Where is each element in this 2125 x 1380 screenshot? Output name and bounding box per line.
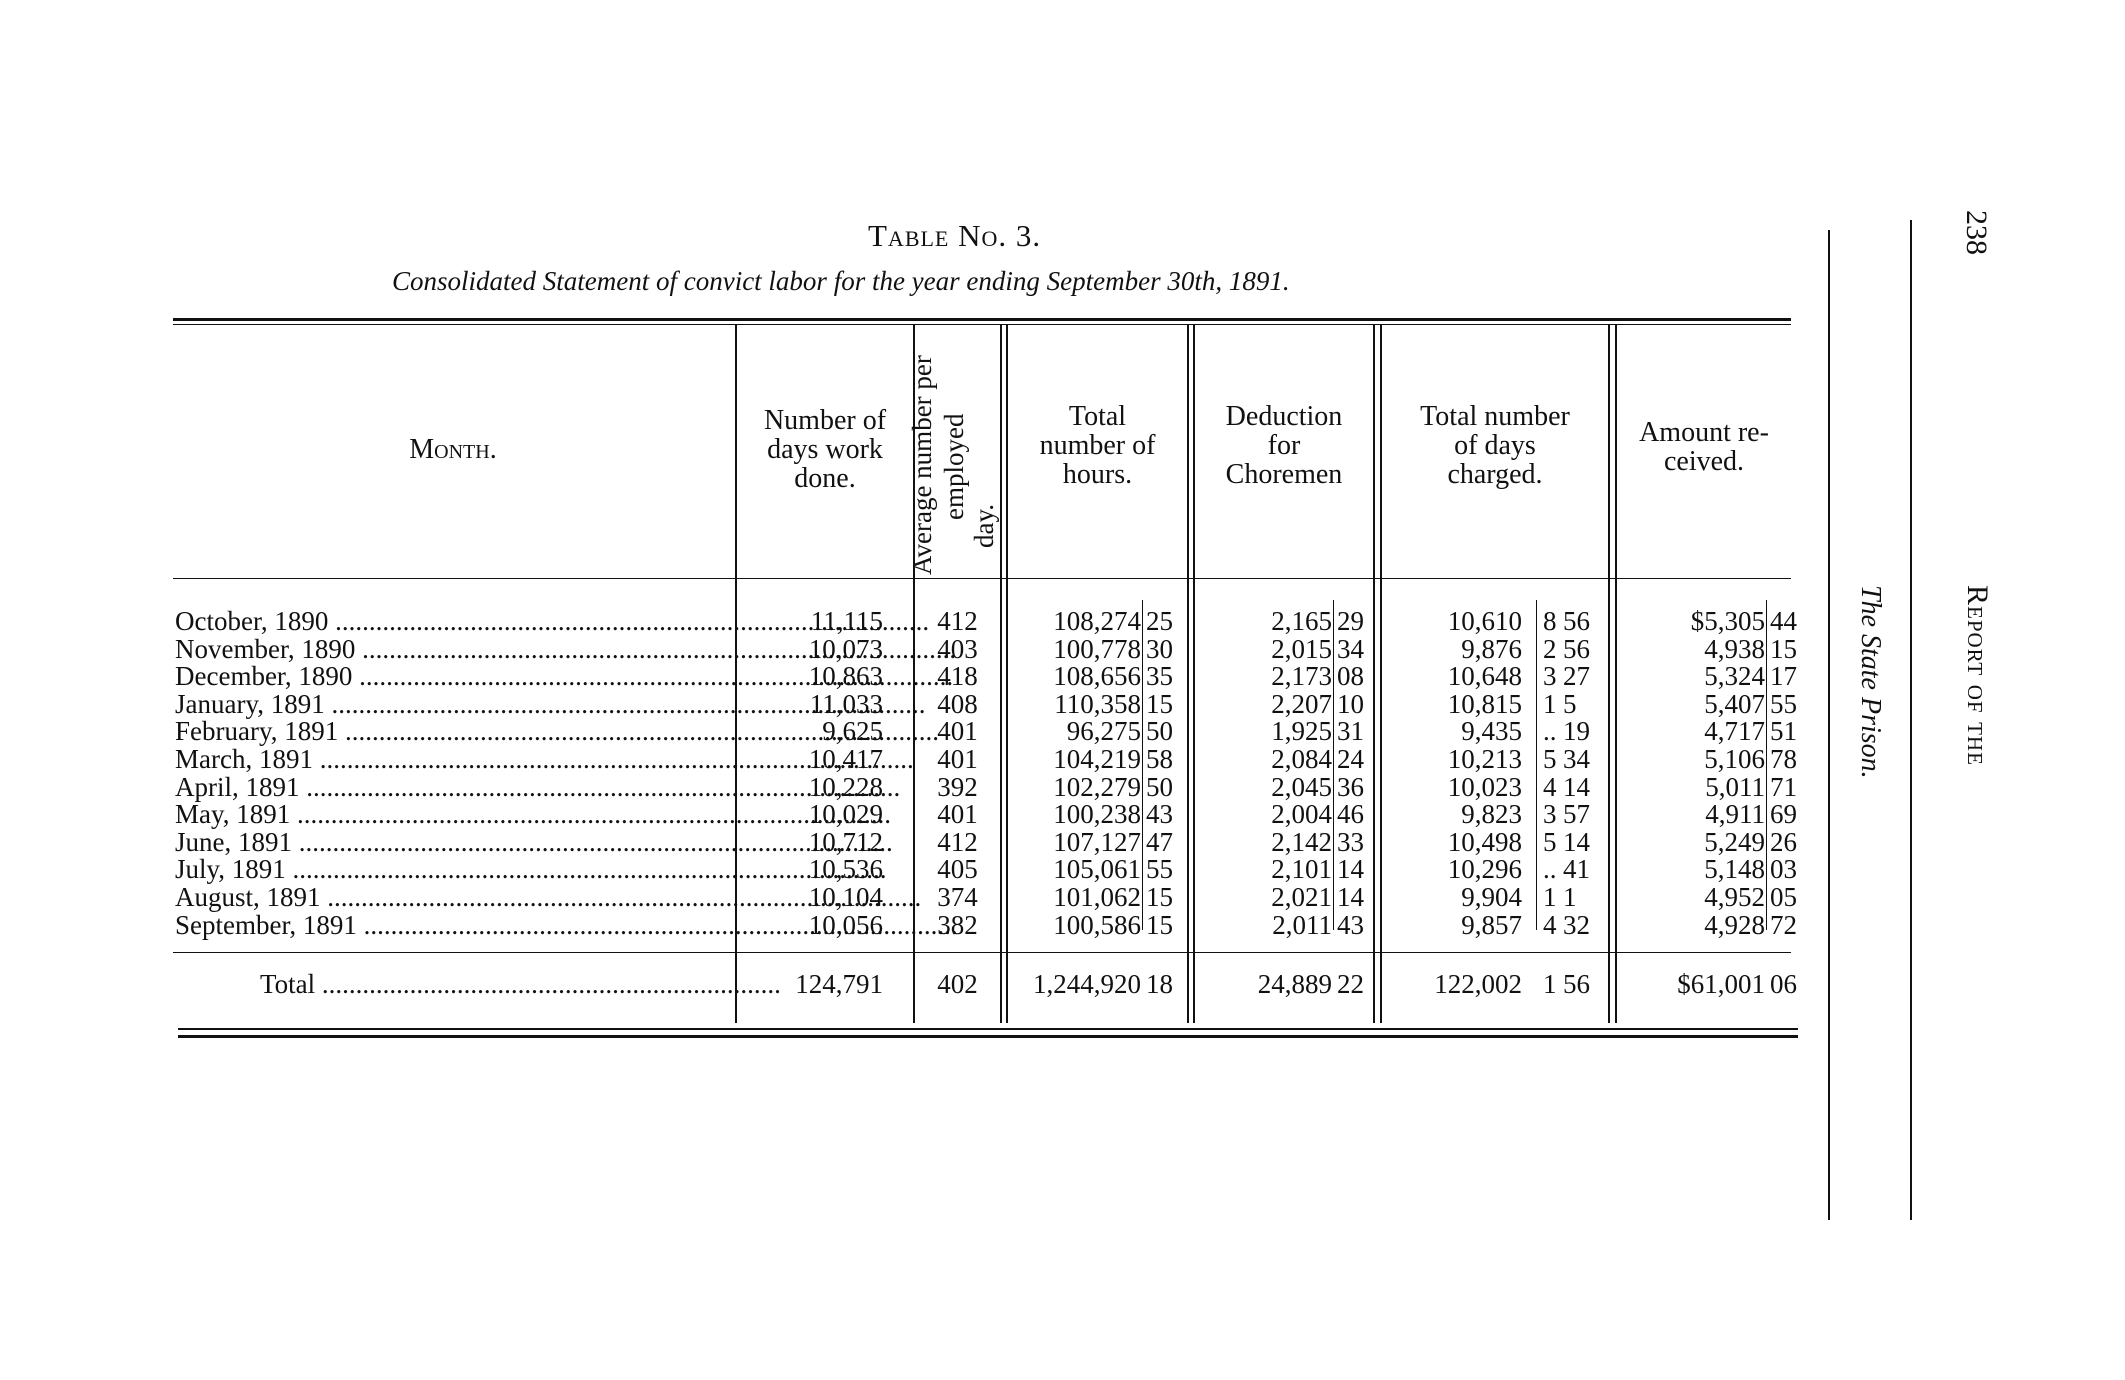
deduction-cell: 2,045 — [1271, 772, 1332, 802]
deduction-cents-cell: 29 — [1337, 606, 1364, 636]
total-avg: 402 — [937, 969, 978, 999]
avg-cell: 401 — [937, 744, 978, 774]
total-charged: 122,002 — [1434, 969, 1522, 999]
charged-b-cell: 14 — [1563, 772, 1590, 802]
header-days-charged — [1382, 402, 1608, 489]
header-days-work — [737, 406, 913, 493]
amount-cell: 5,324 — [1704, 661, 1765, 691]
charged-a-cell: .. — [1543, 716, 1557, 746]
avg-cell: 392 — [937, 772, 978, 802]
days-cell: 10,228 — [808, 772, 883, 802]
col-divider — [1373, 325, 1375, 1023]
deduction-cell: 2,004 — [1271, 799, 1332, 829]
hours-cents-cell: 47 — [1146, 827, 1173, 857]
hours-cell: 108,656 — [1053, 661, 1141, 691]
charged-b-cell: 57 — [1563, 799, 1590, 829]
header-hours-line: Total — [1068, 401, 1127, 432]
header-rule — [173, 578, 1791, 579]
hours-cell: 102,279 — [1053, 772, 1141, 802]
deduction-cents-cell: 36 — [1337, 772, 1364, 802]
header-deduction-line: for — [1267, 430, 1301, 461]
avg-cell: 401 — [937, 716, 978, 746]
section-title: The State Prison. — [1855, 585, 1886, 779]
bottom-rule — [178, 1028, 1798, 1030]
deduction-cents-cell: 24 — [1337, 744, 1364, 774]
charged-b-cell: 1 — [1563, 882, 1577, 912]
cents-divider — [1536, 600, 1537, 930]
charged-cell: 9,823 — [1461, 799, 1522, 829]
deduction-cents-cell: 33 — [1337, 827, 1364, 857]
col-divider — [1000, 325, 1002, 1023]
deduction-cell: 2,011 — [1272, 910, 1332, 940]
amount-cell: 4,952 — [1704, 882, 1765, 912]
month-cell: November, 1890 ..... — [175, 635, 733, 663]
deduction-cell: 2,173 — [1271, 661, 1332, 691]
amount-cents-cell: 71 — [1770, 772, 1797, 802]
deduction-cell: 2,021 — [1271, 882, 1332, 912]
charged-b-cell: 32 — [1563, 910, 1590, 940]
total-label — [260, 969, 781, 999]
hours-cents-cell: 15 — [1146, 882, 1173, 912]
avg-cell: 418 — [937, 661, 978, 691]
charged-cell: 9,435 — [1461, 716, 1522, 746]
charged-a-cell: 5 — [1543, 827, 1557, 857]
month-cell: September, 1891 ..... — [175, 911, 733, 939]
hours-cents-cell: 15 — [1146, 910, 1173, 940]
header-average-line: Average number per — [907, 355, 937, 575]
charged-cell: 10,023 — [1447, 772, 1522, 802]
deduction-cell: 2,142 — [1271, 827, 1332, 857]
hours-cell: 100,586 — [1053, 910, 1141, 940]
amount-cents-cell: 69 — [1770, 799, 1797, 829]
amount-cents-cell: 15 — [1770, 634, 1797, 664]
amount-cell: 5,148 — [1704, 854, 1765, 884]
charged-cell: 9,904 — [1461, 882, 1522, 912]
charged-a-cell: 5 — [1543, 744, 1557, 774]
header-days-work-line: done. — [794, 463, 856, 494]
total-deduction: 24,889 — [1257, 969, 1332, 999]
total-charged-a: 1 — [1543, 969, 1557, 999]
charged-a-cell: .. — [1543, 854, 1557, 884]
header-amount-line: ceived. — [1663, 446, 1745, 477]
charged-b-cell: 56 — [1563, 634, 1590, 664]
month-cell: June, 1891 ..... — [175, 828, 733, 856]
month-cell: May, 1891 ..... — [175, 800, 733, 828]
avg-cell: 382 — [937, 910, 978, 940]
deduction-cell: 2,207 — [1271, 689, 1332, 719]
header-average-line: day. — [969, 504, 999, 548]
amount-cents-cell: 17 — [1770, 661, 1797, 691]
total-hours-cents: 18 — [1146, 969, 1173, 999]
days-cell: 9,625 — [822, 716, 883, 746]
deduction-cell: 2,015 — [1271, 634, 1332, 664]
charged-b-cell: 34 — [1563, 744, 1590, 774]
margin-rule — [1910, 220, 1912, 1220]
deduction-cents-cell: 46 — [1337, 799, 1364, 829]
days-cell: 10,712 — [808, 827, 883, 857]
deduction-cents-cell: 10 — [1337, 689, 1364, 719]
header-deduction-line: Deduction — [1225, 401, 1343, 432]
total-charged-b: 56 — [1563, 969, 1590, 999]
amount-cell: 4,717 — [1704, 716, 1765, 746]
hours-cell: 96,275 — [1066, 716, 1141, 746]
cents-divider — [1333, 600, 1334, 930]
charged-cell: 10,498 — [1447, 827, 1522, 857]
days-cell: 10,104 — [808, 882, 883, 912]
amount-cell: 4,928 — [1704, 910, 1765, 940]
charged-a-cell: 3 — [1543, 661, 1557, 691]
total-deduction-cents: 22 — [1337, 969, 1364, 999]
deduction-cents-cell: 34 — [1337, 634, 1364, 664]
month-cell: March, 1891 ..... — [175, 745, 733, 773]
amount-cents-cell: 72 — [1770, 910, 1797, 940]
deduction-cents-cell: 31 — [1337, 716, 1364, 746]
hours-cell: 107,127 — [1053, 827, 1141, 857]
charged-a-cell: 4 — [1543, 910, 1557, 940]
col-divider — [1608, 325, 1610, 1023]
hours-cell: 110,358 — [1054, 689, 1141, 719]
hours-cents-cell: 30 — [1146, 634, 1173, 664]
header-days-charged-line: of days — [1454, 430, 1536, 461]
deduction-cell: 2,165 — [1271, 606, 1332, 636]
avg-cell: 412 — [937, 827, 978, 857]
deduction-cents-cell: 08 — [1337, 661, 1364, 691]
days-cell: 10,536 — [808, 854, 883, 884]
month-cell: August, 1891 ..... — [175, 883, 733, 911]
cents-divider — [1766, 600, 1767, 930]
deduction-cell: 2,084 — [1271, 744, 1332, 774]
cents-divider — [1142, 600, 1143, 930]
days-cell: 10,417 — [808, 744, 883, 774]
charged-a-cell: 1 — [1543, 882, 1557, 912]
days-cell: 10,029 — [808, 799, 883, 829]
charged-b-cell: 19 — [1563, 716, 1590, 746]
charged-cell: 9,857 — [1461, 910, 1522, 940]
charged-cell: 10,648 — [1447, 661, 1522, 691]
total-rule — [173, 952, 1791, 953]
total-label-text: Total — [260, 969, 316, 999]
header-deduction-line: Choremen — [1225, 459, 1343, 490]
avg-cell: 403 — [937, 634, 978, 664]
amount-cell: 5,011 — [1705, 772, 1765, 802]
margin-rule — [1828, 230, 1830, 1220]
avg-cell: 412 — [937, 606, 978, 636]
days-cell: 10,863 — [808, 661, 883, 691]
deduction-cents-cell: 14 — [1337, 854, 1364, 884]
hours-cents-cell: 50 — [1146, 716, 1173, 746]
charged-a-cell: 2 — [1543, 634, 1557, 664]
charged-cell: 10,815 — [1447, 689, 1522, 719]
hours-cents-cell: 50 — [1146, 772, 1173, 802]
days-cell: 11,115 — [810, 606, 883, 636]
header-deduction — [1195, 402, 1373, 489]
hours-cell: 101,062 — [1053, 882, 1141, 912]
amount-cents-cell: 78 — [1770, 744, 1797, 774]
top-rule-thin — [173, 324, 1791, 325]
total-amount-cents: 06 — [1770, 969, 1797, 999]
charged-b-cell: 41 — [1563, 854, 1590, 884]
hours-cell: 104,219 — [1053, 744, 1141, 774]
running-head: Report of the — [1961, 585, 1994, 766]
total-amount: $61,001 — [1677, 969, 1765, 999]
avg-cell: 408 — [937, 689, 978, 719]
amount-cents-cell: 26 — [1770, 827, 1797, 857]
hours-cents-cell: 43 — [1146, 799, 1173, 829]
amount-cents-cell: 03 — [1770, 854, 1797, 884]
month-cell: January, 1891 ..... — [175, 690, 733, 718]
deduction-cell: 2,101 — [1271, 854, 1332, 884]
table-title: Table No. 3. — [868, 218, 1042, 253]
hours-cell: 100,238 — [1053, 799, 1141, 829]
month-cell: October, 1890 ..... — [175, 607, 733, 635]
charged-b-cell: 14 — [1563, 827, 1590, 857]
bottom-rule — [178, 1035, 1798, 1038]
avg-cell: 405 — [937, 854, 978, 884]
header-hours-line: number of — [1039, 430, 1156, 461]
amount-cell: 5,407 — [1704, 689, 1765, 719]
charged-b-cell: 56 — [1563, 606, 1590, 636]
amount-cell: 5,249 — [1704, 827, 1765, 857]
hours-cents-cell: 15 — [1146, 689, 1173, 719]
days-cell: 11,033 — [809, 689, 883, 719]
hours-cell: 105,061 — [1053, 854, 1141, 884]
days-cell: 10,073 — [808, 634, 883, 664]
charged-cell: 10,296 — [1447, 854, 1522, 884]
days-cell: 10,056 — [808, 910, 883, 940]
amount-cents-cell: 51 — [1770, 716, 1797, 746]
total-hours: 1,244,920 — [1033, 969, 1141, 999]
hours-cents-cell: 58 — [1146, 744, 1173, 774]
amount-cell: 5,106 — [1704, 744, 1765, 774]
header-amount-line: Amount re- — [1639, 417, 1769, 448]
header-amount — [1617, 418, 1791, 476]
deduction-cell: 1,925 — [1271, 716, 1332, 746]
charged-a-cell: 8 — [1543, 606, 1557, 636]
top-rule — [173, 318, 1791, 321]
col-divider — [1187, 325, 1189, 1023]
hours-cents-cell: 25 — [1146, 606, 1173, 636]
avg-cell: 374 — [937, 882, 978, 912]
avg-cell: 401 — [937, 799, 978, 829]
charged-cell: 10,213 — [1447, 744, 1522, 774]
amount-cell: 4,911 — [1705, 799, 1765, 829]
header-month: Month. — [409, 434, 497, 465]
charged-a-cell: 3 — [1543, 799, 1557, 829]
month-cell: July, 1891 ..... — [175, 855, 733, 883]
charged-cell: 9,876 — [1461, 634, 1522, 664]
amount-cell: $5,305 — [1690, 606, 1765, 636]
charged-a-cell: 4 — [1543, 772, 1557, 802]
hours-cents-cell: 55 — [1146, 854, 1173, 884]
page-number: 238 — [1960, 210, 1993, 255]
month-cell: December, 1890 ..... — [175, 662, 733, 690]
hours-cell: 100,778 — [1053, 634, 1141, 664]
hours-cents-cell: 35 — [1146, 661, 1173, 691]
deduction-cents-cell: 14 — [1337, 882, 1364, 912]
header-days-work-line: Number of — [763, 405, 887, 436]
header-days-charged-line: charged. — [1447, 459, 1543, 490]
charged-b-cell: 27 — [1563, 661, 1590, 691]
month-cell: April, 1891 ..... — [175, 773, 733, 801]
amount-cents-cell: 05 — [1770, 882, 1797, 912]
table-subtitle: Consolidated Statement of convict labor for the year ending September 30th, 1891. — [392, 266, 1290, 296]
header-hours-line: hours. — [1062, 459, 1133, 490]
header-days-charged-line: Total number — [1420, 401, 1570, 432]
charged-b-cell: 5 — [1563, 689, 1577, 719]
deduction-cents-cell: 43 — [1337, 910, 1364, 940]
amount-cell: 4,938 — [1704, 634, 1765, 664]
charged-a-cell: 1 — [1543, 689, 1557, 719]
charged-cell: 10,610 — [1447, 606, 1522, 636]
header-hours — [1008, 402, 1187, 489]
total-days: 124,791 — [795, 969, 883, 999]
total-leader: .................................................................... — [315, 969, 781, 999]
amount-cents-cell: 44 — [1770, 606, 1797, 636]
month-cell: February, 1891 ..... — [175, 717, 733, 745]
header-days-work-line: days work — [767, 434, 883, 465]
hours-cell: 108,274 — [1053, 606, 1141, 636]
header-average-line: employed — [939, 413, 969, 520]
amount-cents-cell: 55 — [1770, 689, 1797, 719]
